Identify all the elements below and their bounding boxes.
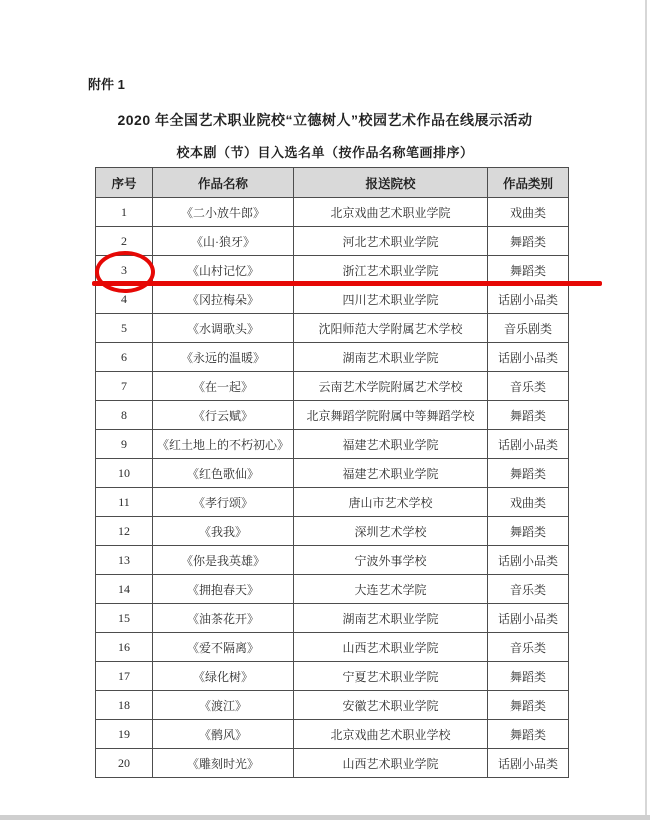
column-header: 报送院校	[294, 168, 488, 198]
cell-no: 17	[96, 662, 153, 691]
table-row	[96, 430, 569, 459]
table-row	[96, 314, 569, 343]
cell-title: 《雕刻时光》	[153, 749, 294, 778]
cell-school: 北京舞蹈学院附属中等舞蹈学校	[294, 401, 488, 430]
cell-category: 音乐剧类	[488, 314, 569, 343]
cell-school: 北京戏曲艺术职业学院	[294, 198, 488, 227]
cell-title: 《红色歌仙》	[153, 459, 294, 488]
cell-no: 20	[96, 749, 153, 778]
cell-category: 舞蹈类	[488, 401, 569, 430]
table-row	[96, 691, 569, 720]
cell-no: 7	[96, 372, 153, 401]
cell-no: 15	[96, 604, 153, 633]
cell-category: 话剧小品类	[488, 343, 569, 372]
column-header: 作品类别	[488, 168, 569, 198]
cell-category: 舞蹈类	[488, 459, 569, 488]
table-row	[96, 227, 569, 256]
cell-no: 12	[96, 517, 153, 546]
cell-school: 福建艺术职业学院	[294, 430, 488, 459]
table-row	[96, 198, 569, 227]
cell-title: 《油茶花开》	[153, 604, 294, 633]
cell-no: 11	[96, 488, 153, 517]
cell-title: 《渡江》	[153, 691, 294, 720]
table-row	[96, 343, 569, 372]
table-row	[96, 575, 569, 604]
table-row	[96, 256, 569, 285]
table-row	[96, 604, 569, 633]
cell-school: 湖南艺术职业学院	[294, 343, 488, 372]
cell-no: 5	[96, 314, 153, 343]
page-bottom-edge	[0, 815, 650, 820]
cell-school: 大连艺术学院	[294, 575, 488, 604]
cell-no: 6	[96, 343, 153, 372]
cell-school: 唐山市艺术学校	[294, 488, 488, 517]
cell-title: 《你是我英雄》	[153, 546, 294, 575]
cell-title: 《山村记忆》	[153, 256, 294, 285]
cell-category: 舞蹈类	[488, 227, 569, 256]
column-header: 序号	[96, 168, 153, 198]
cell-no: 14	[96, 575, 153, 604]
attachment-label: 附件 1	[88, 77, 125, 92]
cell-school: 湖南艺术职业学院	[294, 604, 488, 633]
cell-title: 《在一起》	[153, 372, 294, 401]
cell-title: 《爱不隔离》	[153, 633, 294, 662]
cell-no: 1	[96, 198, 153, 227]
cell-category: 音乐类	[488, 372, 569, 401]
winners-table	[95, 167, 569, 778]
cell-title: 《绿化树》	[153, 662, 294, 691]
cell-title: 《永远的温暖》	[153, 343, 294, 372]
cell-title: 《孝行颂》	[153, 488, 294, 517]
table-row	[96, 720, 569, 749]
table-header-row	[96, 168, 569, 198]
cell-school: 深圳艺术学校	[294, 517, 488, 546]
table-row	[96, 633, 569, 662]
column-header: 作品名称	[153, 168, 294, 198]
cell-category: 戏曲类	[488, 488, 569, 517]
cell-no: 3	[96, 256, 153, 285]
page-right-edge	[645, 0, 647, 820]
cell-category: 话剧小品类	[488, 749, 569, 778]
table-body	[96, 198, 569, 778]
cell-title: 《红土地上的不朽初心》	[153, 430, 294, 459]
table-row	[96, 459, 569, 488]
cell-school: 宁夏艺术职业学院	[294, 662, 488, 691]
table-row	[96, 749, 569, 778]
cell-school: 福建艺术职业学院	[294, 459, 488, 488]
cell-title: 《我我》	[153, 517, 294, 546]
cell-title: 《行云赋》	[153, 401, 294, 430]
table-row	[96, 285, 569, 314]
cell-title: 《山·狼牙》	[153, 227, 294, 256]
cell-category: 话剧小品类	[488, 604, 569, 633]
cell-category: 音乐类	[488, 575, 569, 604]
cell-category: 舞蹈类	[488, 517, 569, 546]
table-row	[96, 372, 569, 401]
cell-category: 话剧小品类	[488, 285, 569, 314]
cell-category: 戏曲类	[488, 198, 569, 227]
table-row	[96, 546, 569, 575]
cell-school: 山西艺术职业学院	[294, 633, 488, 662]
cell-no: 9	[96, 430, 153, 459]
cell-school: 沈阳师范大学附属艺术学校	[294, 314, 488, 343]
cell-no: 18	[96, 691, 153, 720]
cell-school: 云南艺术学院附属艺术学校	[294, 372, 488, 401]
document-subtitle: 校本剧（节）目入选名单（按作品名称笔画排序）	[176, 145, 474, 160]
cell-category: 舞蹈类	[488, 256, 569, 285]
table-row	[96, 517, 569, 546]
table-row	[96, 488, 569, 517]
cell-title: 《二小放牛郎》	[153, 198, 294, 227]
cell-school: 浙江艺术职业学院	[294, 256, 488, 285]
cell-category: 音乐类	[488, 633, 569, 662]
cell-no: 2	[96, 227, 153, 256]
cell-no: 19	[96, 720, 153, 749]
cell-title: 《冈拉梅朵》	[153, 285, 294, 314]
cell-school: 安徽艺术职业学院	[294, 691, 488, 720]
document-title: 2020 年全国艺术职业院校“立德树人”校园艺术作品在线展示活动	[117, 112, 533, 128]
cell-no: 4	[96, 285, 153, 314]
cell-category: 话剧小品类	[488, 546, 569, 575]
cell-category: 舞蹈类	[488, 662, 569, 691]
cell-title: 《拥抱春天》	[153, 575, 294, 604]
table-row	[96, 662, 569, 691]
cell-no: 10	[96, 459, 153, 488]
table-row	[96, 401, 569, 430]
cell-category: 话剧小品类	[488, 430, 569, 459]
cell-school: 山西艺术职业学院	[294, 749, 488, 778]
cell-category: 舞蹈类	[488, 691, 569, 720]
cell-school: 宁波外事学校	[294, 546, 488, 575]
cell-school: 北京戏曲艺术职业学校	[294, 720, 488, 749]
cell-school: 河北艺术职业学院	[294, 227, 488, 256]
cell-title: 《水调歌头》	[153, 314, 294, 343]
cell-no: 8	[96, 401, 153, 430]
cell-category: 舞蹈类	[488, 720, 569, 749]
cell-no: 13	[96, 546, 153, 575]
cell-no: 16	[96, 633, 153, 662]
cell-title: 《鹘风》	[153, 720, 294, 749]
cell-school: 四川艺术职业学院	[294, 285, 488, 314]
